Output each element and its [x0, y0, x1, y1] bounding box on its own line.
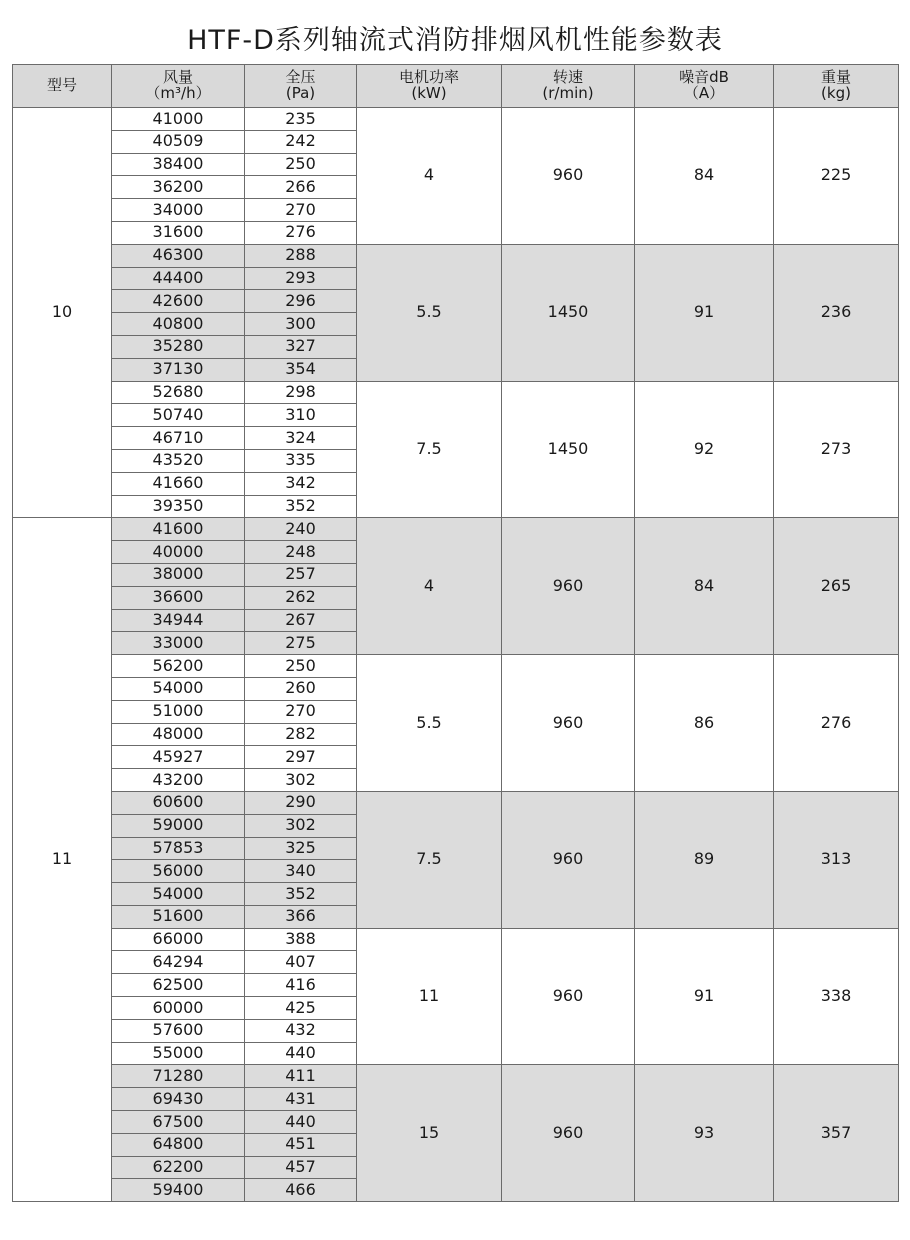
pressure-cell: 325 [245, 837, 357, 860]
pressure-cell: 235 [245, 108, 357, 131]
airflow-cell: 40509 [112, 130, 245, 153]
pressure-cell: 432 [245, 1019, 357, 1042]
airflow-cell: 44400 [112, 267, 245, 290]
pressure-cell: 425 [245, 997, 357, 1020]
airflow-cell: 34944 [112, 609, 245, 632]
weight-cell: 276 [774, 655, 899, 792]
pressure-cell: 366 [245, 905, 357, 928]
airflow-cell: 36200 [112, 176, 245, 199]
pressure-cell: 250 [245, 153, 357, 176]
airflow-cell: 50740 [112, 404, 245, 427]
pressure-cell: 297 [245, 746, 357, 769]
model-cell: 10 [13, 108, 112, 518]
airflow-cell: 67500 [112, 1111, 245, 1134]
airflow-cell: 60600 [112, 791, 245, 814]
table-row [13, 1065, 899, 1088]
noise-cell: 92 [635, 381, 774, 518]
airflow-cell: 39350 [112, 495, 245, 518]
pressure-cell: 275 [245, 632, 357, 655]
airflow-cell: 37130 [112, 358, 245, 381]
airflow-cell: 56200 [112, 655, 245, 678]
airflow-cell: 45927 [112, 746, 245, 769]
power-cell: 7.5 [357, 381, 502, 518]
speed-cell: 1450 [502, 381, 635, 518]
power-cell: 15 [357, 1065, 502, 1202]
airflow-cell: 31600 [112, 221, 245, 244]
airflow-cell: 33000 [112, 632, 245, 655]
model-cell: 11 [13, 518, 112, 1202]
pressure-cell: 296 [245, 290, 357, 313]
pressure-cell: 298 [245, 381, 357, 404]
power-cell: 5.5 [357, 244, 502, 381]
speed-cell: 960 [502, 655, 635, 792]
pressure-cell: 250 [245, 655, 357, 678]
table-row [13, 108, 899, 131]
pressure-cell: 310 [245, 404, 357, 427]
pressure-cell: 266 [245, 176, 357, 199]
pressure-cell: 340 [245, 860, 357, 883]
speed-cell: 960 [502, 518, 635, 655]
pressure-cell: 302 [245, 814, 357, 837]
airflow-cell: 64294 [112, 951, 245, 974]
airflow-cell: 46300 [112, 244, 245, 267]
airflow-cell: 40800 [112, 313, 245, 336]
header-weight: 重量 (kg) [774, 65, 899, 108]
airflow-cell: 54000 [112, 677, 245, 700]
header-row [13, 65, 899, 108]
pressure-cell: 242 [245, 130, 357, 153]
airflow-cell: 38400 [112, 153, 245, 176]
header-pressure: 全压 (Pa) [245, 65, 357, 108]
weight-cell: 265 [774, 518, 899, 655]
airflow-cell: 64800 [112, 1133, 245, 1156]
noise-cell: 86 [635, 655, 774, 792]
table-row [13, 928, 899, 951]
pressure-cell: 240 [245, 518, 357, 541]
power-cell: 5.5 [357, 655, 502, 792]
airflow-cell: 38000 [112, 563, 245, 586]
airflow-cell: 36600 [112, 586, 245, 609]
airflow-cell: 54000 [112, 883, 245, 906]
pressure-cell: 293 [245, 267, 357, 290]
pressure-cell: 457 [245, 1156, 357, 1179]
pressure-cell: 466 [245, 1179, 357, 1202]
pressure-cell: 302 [245, 769, 357, 792]
header-speed: 转速 (r/min) [502, 65, 635, 108]
airflow-cell: 35280 [112, 335, 245, 358]
weight-cell: 313 [774, 791, 899, 928]
airflow-cell: 52680 [112, 381, 245, 404]
header-power: 电机功率 (kW) [357, 65, 502, 108]
pressure-cell: 260 [245, 677, 357, 700]
pressure-cell: 354 [245, 358, 357, 381]
power-cell: 4 [357, 108, 502, 245]
noise-cell: 91 [635, 928, 774, 1065]
pressure-cell: 416 [245, 974, 357, 997]
airflow-cell: 41660 [112, 472, 245, 495]
pressure-cell: 411 [245, 1065, 357, 1088]
pressure-cell: 335 [245, 449, 357, 472]
airflow-cell: 60000 [112, 997, 245, 1020]
airflow-cell: 57600 [112, 1019, 245, 1042]
weight-cell: 357 [774, 1065, 899, 1202]
airflow-cell: 43200 [112, 769, 245, 792]
noise-cell: 84 [635, 108, 774, 245]
table-row [13, 791, 899, 814]
airflow-cell: 62200 [112, 1156, 245, 1179]
table-row [13, 244, 899, 267]
airflow-cell: 41600 [112, 518, 245, 541]
airflow-cell: 57853 [112, 837, 245, 860]
pressure-cell: 451 [245, 1133, 357, 1156]
pressure-cell: 270 [245, 199, 357, 222]
airflow-cell: 71280 [112, 1065, 245, 1088]
pressure-cell: 290 [245, 791, 357, 814]
speed-cell: 960 [502, 1065, 635, 1202]
pressure-cell: 324 [245, 427, 357, 450]
pressure-cell: 352 [245, 495, 357, 518]
pressure-cell: 262 [245, 586, 357, 609]
pressure-cell: 270 [245, 700, 357, 723]
pressure-cell: 431 [245, 1088, 357, 1111]
weight-cell: 273 [774, 381, 899, 518]
airflow-cell: 48000 [112, 723, 245, 746]
airflow-cell: 34000 [112, 199, 245, 222]
airflow-cell: 42600 [112, 290, 245, 313]
pressure-cell: 267 [245, 609, 357, 632]
noise-cell: 91 [635, 244, 774, 381]
table-row [13, 655, 899, 678]
airflow-cell: 51000 [112, 700, 245, 723]
table-body [13, 108, 899, 1202]
airflow-cell: 69430 [112, 1088, 245, 1111]
airflow-cell: 55000 [112, 1042, 245, 1065]
airflow-cell: 43520 [112, 449, 245, 472]
airflow-cell: 66000 [112, 928, 245, 951]
power-cell: 11 [357, 928, 502, 1065]
header-noise: 噪音dB （A） [635, 65, 774, 108]
noise-cell: 84 [635, 518, 774, 655]
weight-cell: 225 [774, 108, 899, 245]
speed-cell: 960 [502, 108, 635, 245]
weight-cell: 236 [774, 244, 899, 381]
pressure-cell: 440 [245, 1042, 357, 1065]
airflow-cell: 56000 [112, 860, 245, 883]
airflow-cell: 41000 [112, 108, 245, 131]
header-airflow: 风量 （m³/h） [112, 65, 245, 108]
pressure-cell: 248 [245, 541, 357, 564]
speed-cell: 960 [502, 928, 635, 1065]
pressure-cell: 276 [245, 221, 357, 244]
header-model: 型号 [13, 65, 112, 108]
airflow-cell: 59400 [112, 1179, 245, 1202]
noise-cell: 93 [635, 1065, 774, 1202]
airflow-cell: 59000 [112, 814, 245, 837]
weight-cell: 338 [774, 928, 899, 1065]
noise-cell: 89 [635, 791, 774, 928]
speed-cell: 1450 [502, 244, 635, 381]
pressure-cell: 257 [245, 563, 357, 586]
airflow-cell: 46710 [112, 427, 245, 450]
table-row [13, 518, 899, 541]
speed-cell: 960 [502, 791, 635, 928]
pressure-cell: 327 [245, 335, 357, 358]
pressure-cell: 352 [245, 883, 357, 906]
table-row [13, 381, 899, 404]
power-cell: 4 [357, 518, 502, 655]
performance-table [12, 64, 899, 1202]
power-cell: 7.5 [357, 791, 502, 928]
pressure-cell: 300 [245, 313, 357, 336]
pressure-cell: 342 [245, 472, 357, 495]
pressure-cell: 288 [245, 244, 357, 267]
airflow-cell: 51600 [112, 905, 245, 928]
airflow-cell: 40000 [112, 541, 245, 564]
pressure-cell: 440 [245, 1111, 357, 1134]
page-title: HTF-D系列轴流式消防排烟风机性能参数表 [187, 25, 723, 56]
pressure-cell: 388 [245, 928, 357, 951]
pressure-cell: 407 [245, 951, 357, 974]
airflow-cell: 62500 [112, 974, 245, 997]
pressure-cell: 282 [245, 723, 357, 746]
